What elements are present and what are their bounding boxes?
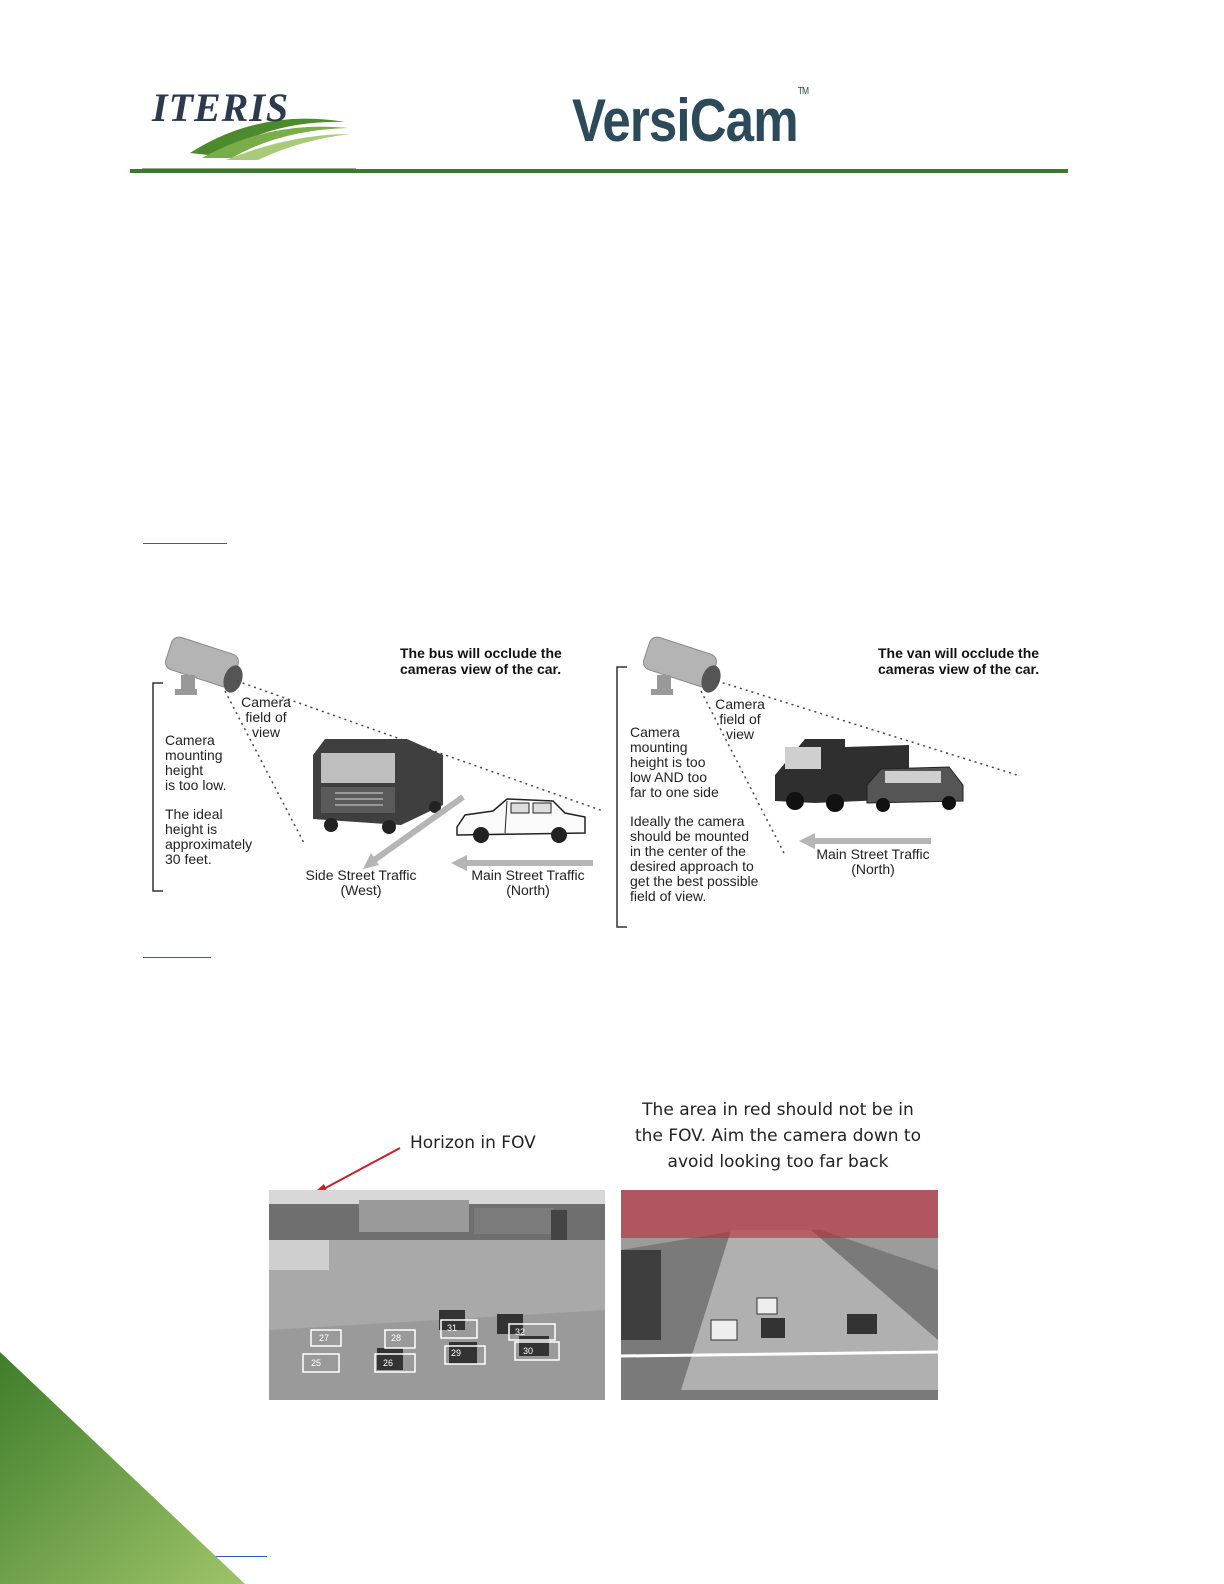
van-illustration — [867, 767, 963, 812]
header-rule — [130, 169, 1068, 173]
iteris-wordmark: ITERIS — [152, 85, 290, 130]
left-height-label: Camera mounting height is too low. — [165, 732, 227, 793]
left-figure-title: The bus will occlude the cameras view of the car. — [400, 645, 562, 677]
zone-number: 32 — [515, 1327, 526, 1337]
right-ideal-label: Ideally the camera should be mounted in the center of the desired approach to get the best possible field of view. — [630, 813, 759, 904]
iteris-logo — [140, 78, 360, 168]
zone-number: 27 — [319, 1333, 330, 1343]
versicam-logo — [572, 86, 808, 155]
zone-number: 28 — [391, 1333, 402, 1343]
left-main-street-label: Main Street Traffic (North) — [471, 867, 585, 898]
left-camera-icon — [163, 635, 245, 695]
red-area-fov-photo — [621, 1190, 938, 1400]
horizon-fov-photo — [269, 1190, 605, 1400]
side-street-label: Side Street Traffic (West) — [305, 867, 417, 898]
camera-placement-figure — [145, 635, 1075, 935]
red-area-caption: The area in red should not be in the FOV. Aim the camera down to avoid looking too far back — [635, 1100, 921, 1172]
link-underline-2[interactable] — [143, 957, 211, 958]
placement-diagram-graphics — [145, 635, 1075, 935]
right-fov-label: Camera field of view — [715, 696, 765, 742]
horizon-photo-scene — [269, 1190, 605, 1400]
versicam-wordmark: VersiCam — [572, 87, 798, 154]
right-camera-icon — [641, 635, 723, 695]
link-underline-1[interactable] — [143, 543, 227, 544]
right-main-street-label: Main Street Traffic (North) — [816, 846, 930, 877]
trademark-mark: TM — [797, 86, 809, 97]
bus-illustration — [313, 739, 443, 834]
zone-number: 31 — [447, 1323, 458, 1333]
car-illustration — [457, 799, 585, 843]
zone-number: 26 — [383, 1358, 394, 1368]
right-height-label: Camera mounting height is too low AND too far to one side — [630, 724, 719, 800]
zone-number: 30 — [523, 1346, 534, 1356]
left-fov-label: Camera field of view — [241, 694, 291, 740]
zone-number: 29 — [451, 1348, 462, 1358]
horizon-caption: Horizon in FOV — [410, 1133, 536, 1153]
left-ideal-label: The ideal height is approximately 30 feet. — [165, 806, 253, 867]
right-figure-title: The van will occlude the cameras view of the car. — [878, 645, 1040, 677]
red-area-photo-scene — [621, 1190, 938, 1400]
zone-number: 25 — [311, 1358, 322, 1368]
corner-triangle-decoration — [0, 1352, 250, 1584]
